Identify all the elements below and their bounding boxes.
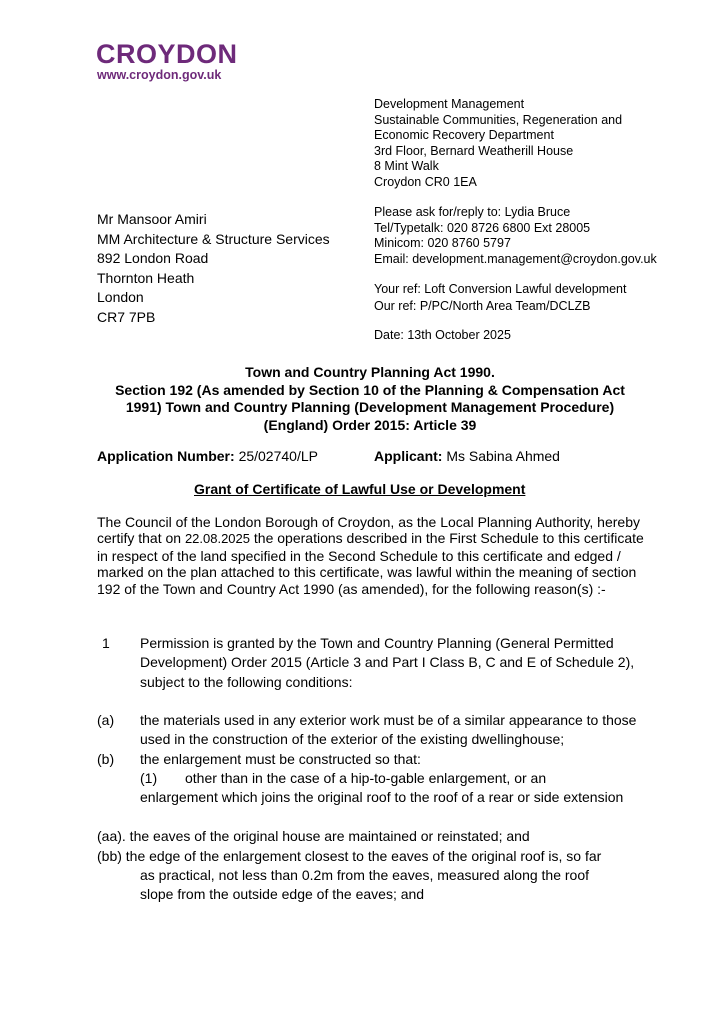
dept-line: Development Management — [374, 97, 525, 111]
dept-line: Croydon CR0 1EA — [374, 174, 477, 189]
certificate-title: Grant of Certificate of Lawful Use or Development — [194, 481, 526, 497]
act-heading — [80, 364, 660, 434]
intro-before-date: The Council of the London Borough of Croydon, as the Local Planning Authority, hereby certify that on — [97, 514, 640, 547]
addressee-line: MM Architecture & Structure Services — [97, 230, 330, 247]
addressee-block — [97, 210, 330, 328]
council-website[interactable]: www.croydon.gov.uk — [97, 68, 222, 82]
intro-after-date: the operations described in the First Schedule to this certificate in respect of the land specified in the Second Schedule to this certificate and edged / marked on the plan attached to this certificate, was lawful within the meaning of section 192 of the Town and Country Act 1990 (as amended), for the following reason(s) :- — [97, 530, 644, 597]
condition-b1-rest: enlargement which joins the original roof to the roof of a rear or side extension — [140, 789, 624, 805]
condition-b1-label: (1) — [140, 770, 158, 786]
application-number — [97, 448, 318, 464]
condition-aa: (aa). the eaves of the original house are maintained or reinstated; and — [97, 828, 530, 844]
department-address — [374, 97, 622, 191]
letter-date: Date: 13th October 2025 — [374, 328, 511, 342]
your-ref: Your ref: Loft Conversion Lawful development — [374, 282, 627, 296]
act-line: (England) Order 2015: Article 39 — [263, 416, 477, 433]
dept-line: 8 Mint Walk — [374, 159, 439, 174]
application-number-label: Application Number: — [97, 448, 235, 464]
intro-paragraph — [97, 514, 647, 597]
addressee-line: CR7 7PB — [97, 308, 156, 325]
act-line: 1991) Town and Country Planning (Development Management Procedure) — [125, 399, 615, 415]
addressee-line: Mr Mansoor Amiri — [97, 211, 207, 227]
condition-b-text: the enlargement must be constructed so that: — [140, 751, 421, 767]
our-ref: Our ref: P/PC/North Area Team/DCLZB — [374, 299, 591, 313]
condition-b-label: (b) — [97, 751, 115, 767]
act-line: Section 192 (As amended by Section 10 of the Planning & Compensation Act — [115, 381, 625, 398]
condition-bb-first: (bb) the edge of the enlargement closest to the eaves of the original roof is, so far — [97, 848, 602, 864]
contact-minicom: Minicom: 020 8760 5797 — [374, 236, 511, 251]
dept-line: Economic Recovery Department — [374, 128, 554, 143]
addressee-line: Thornton Heath — [97, 269, 195, 286]
contact-details — [374, 205, 657, 267]
dept-line: 3rd Floor, Bernard Weatherill House — [374, 143, 574, 158]
intro-date: 22.08.2025 — [184, 531, 251, 547]
contact-email: Email: development.management@croydon.gov.uk — [374, 251, 657, 266]
addressee-line: 892 London Road — [97, 250, 209, 267]
contact-tel: Tel/Typetalk: 020 8726 6800 Ext 28005 — [374, 220, 591, 235]
applicant — [374, 448, 560, 464]
act-line: Town and Country Planning Act 1990. — [245, 364, 495, 380]
application-number-value: 25/02740/LP — [238, 448, 318, 464]
reason-number: 1 — [102, 635, 110, 651]
dept-line: Sustainable Communities, Regeneration and — [374, 112, 623, 127]
references — [374, 281, 626, 315]
applicant-label: Applicant: — [374, 448, 443, 464]
applicant-value: Ms Sabina Ahmed — [446, 448, 560, 464]
condition-bb-rest: as practical, not less than 0.2m from the eaves, measured along the roof slope from the outside edge of the eaves; and — [140, 867, 590, 903]
condition-a-label: (a) — [97, 712, 115, 728]
condition-b1-first: other than in the case of a hip-to-gable enlargement, or an — [185, 770, 547, 786]
contact-name: Please ask for/reply to: Lydia Bruce — [374, 205, 571, 219]
condition-a-text: the materials used in any exterior work must be of a similar appearance to those used in the construction of the exterior of the existing dwellinghouse; — [140, 712, 637, 748]
council-logo-name: CROYDON — [96, 39, 238, 69]
addressee-line: London — [97, 289, 144, 306]
reason-text: Permission is granted by the Town and Country Planning (General Permitted Development) Order 2015 (Article 3 and Part I Class B, C and E of Schedule 2), subject to the following conditions: — [140, 635, 635, 690]
